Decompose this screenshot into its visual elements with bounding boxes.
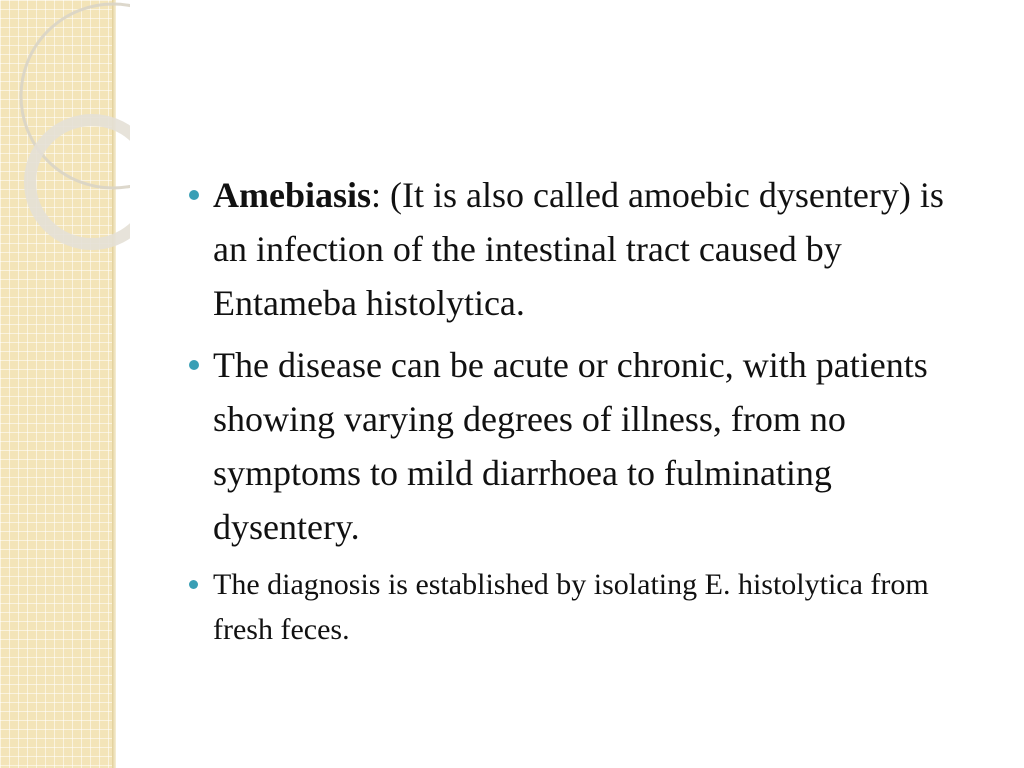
slide-content [185,168,985,652]
bullet-dot-icon [189,190,199,200]
bullet-list [185,168,985,652]
bullet-item-amebiasis [185,168,985,330]
bullet-dot-icon [189,360,199,370]
bullet-text: : (It is also called amoebic dysentery) is an infection of the intestinal tract caused by Entameba histolytica. [213,175,944,323]
bullet-item-disease [185,338,985,554]
term-amebiasis: Amebiasis [213,175,372,215]
decorative-rings [0,0,130,260]
bullet-item-diagnosis [185,562,985,652]
bullet-text: The disease can be acute or chronic, with patients showing varying degrees of illness, from no symptoms to mild diarrhoea to fulminating dysentery. [213,345,928,547]
bullet-dot-icon [189,580,198,589]
bullet-text: The diagnosis is established by isolating E. histolytica from fresh feces. [213,568,929,646]
